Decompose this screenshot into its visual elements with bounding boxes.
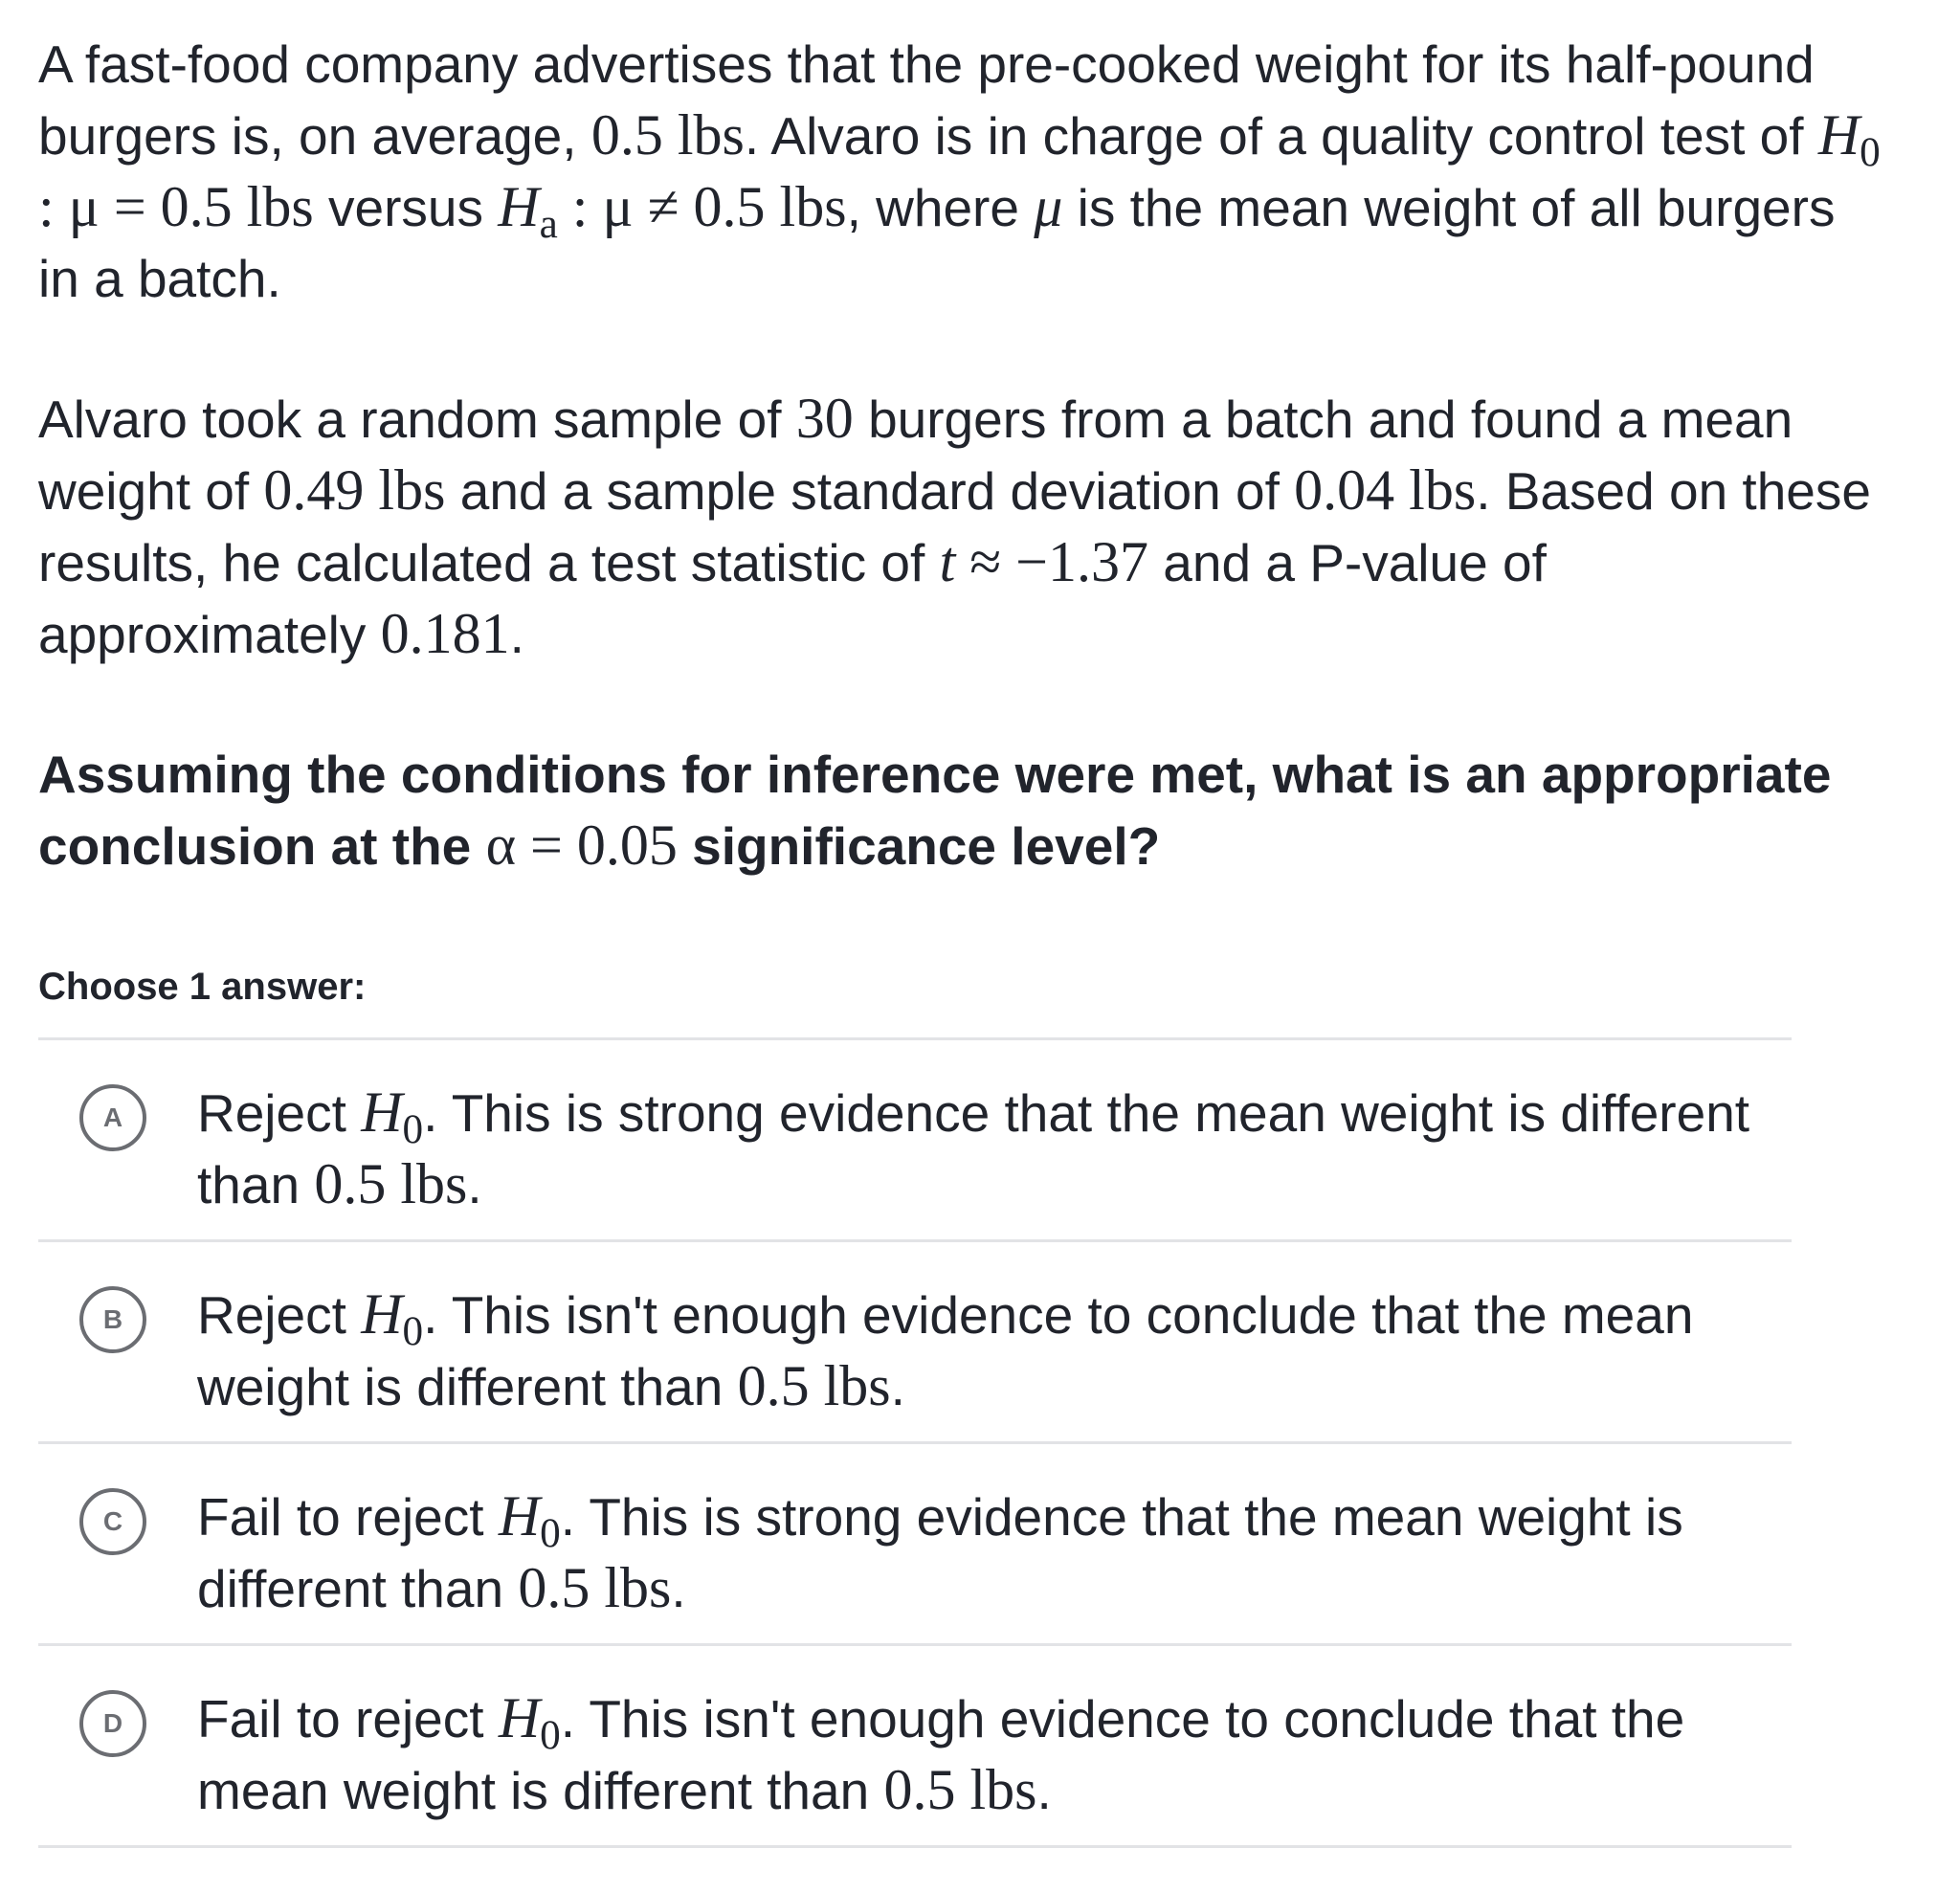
choice-d-radio[interactable]: D (79, 1690, 146, 1757)
choose-answer-label: Choose 1 answer: (38, 966, 367, 1008)
alpha-level (486, 813, 678, 877)
answer-choices (38, 1037, 1792, 1848)
choice-b-text: Reject $H_0$. This isn't enough evidence to conclude that the mean weight is different than 0.5 lbs. (197, 1282, 1694, 1417)
question-prompt (38, 739, 1885, 881)
p2-text-2: burgers from a batch and found a mean weight of (38, 390, 1793, 521)
choice-b[interactable] (38, 1242, 1792, 1444)
choice-d-text: Fail to reject $H_0$. This isn't enough evidence to conclude that the mean weight is different than 0.5 lbs. (197, 1686, 1685, 1821)
null-h-statement: : μ = 0.5 lbs (38, 175, 314, 238)
problem-area (38, 29, 1885, 1010)
advertised-weight: 0.5 lbs (590, 103, 745, 167)
null-h-subscript: 0 (1860, 130, 1881, 176)
null-h-symbol: H (1817, 103, 1860, 167)
choice-d[interactable] (38, 1646, 1792, 1848)
question-text-2: significance level? (692, 816, 1161, 876)
t-symbol: t (939, 530, 956, 593)
choice-c[interactable] (38, 1444, 1792, 1646)
t-value: ≈ −1.37 (969, 530, 1149, 593)
p2-text-1: Alvaro took a random sample of (38, 390, 782, 449)
question-text-1: Assuming the conditions for inference were met, what is an appropriate conclusion at the (38, 745, 1832, 876)
choice-c-text: Fail to reject $H_0$. This is strong evidence that the mean weight is different than 0.5 lbs. (197, 1484, 1683, 1619)
choice-c-radio[interactable]: C (79, 1488, 146, 1555)
problem-paragraph-2 (38, 383, 1885, 670)
mu-symbol: μ (1034, 175, 1063, 238)
p2-text-5: and a P-value of approximately (38, 533, 1547, 664)
p1-text-4: , where (846, 178, 1019, 237)
p2-text-4: . Based on these results, he calculated a test statistic of (38, 461, 1871, 592)
sample-sd: 0.04 lbs (1294, 458, 1477, 522)
test-statistic (940, 530, 1148, 593)
choice-a-text: Reject $H_0$. This is strong evidence that the mean weight is different than 0.5 lbs. (197, 1080, 1750, 1215)
p-value: 0.181 (380, 602, 510, 665)
alt-h-symbol: H (498, 175, 540, 238)
p1-text-5: is the mean weight of all burgers in a batch. (38, 178, 1836, 308)
alt-h-subscript: a (539, 202, 558, 248)
alpha-value: α = 0.05 (485, 813, 678, 877)
sample-mean: 0.49 lbs (263, 458, 446, 522)
alternative-hypothesis (498, 175, 847, 248)
choice-a-radio[interactable]: A (79, 1084, 146, 1151)
sample-size: 30 (795, 387, 854, 450)
p1-text-1: A fast-food company advertises that the pre-cooked weight for its half-pound burgers is, on average, (38, 34, 1815, 166)
problem-paragraph-1 (38, 29, 1885, 314)
p2-text-3: and a sample standard deviation of (459, 461, 1280, 521)
choice-a[interactable] (38, 1040, 1792, 1242)
p2-text-6: . (509, 605, 524, 664)
choice-b-radio[interactable]: B (79, 1286, 146, 1353)
alt-h-statement: : μ ≠ 0.5 lbs (557, 175, 847, 238)
p1-text-3: versus (327, 178, 483, 237)
p1-text-2: . Alvaro is in charge of a quality control test of (744, 106, 1804, 166)
